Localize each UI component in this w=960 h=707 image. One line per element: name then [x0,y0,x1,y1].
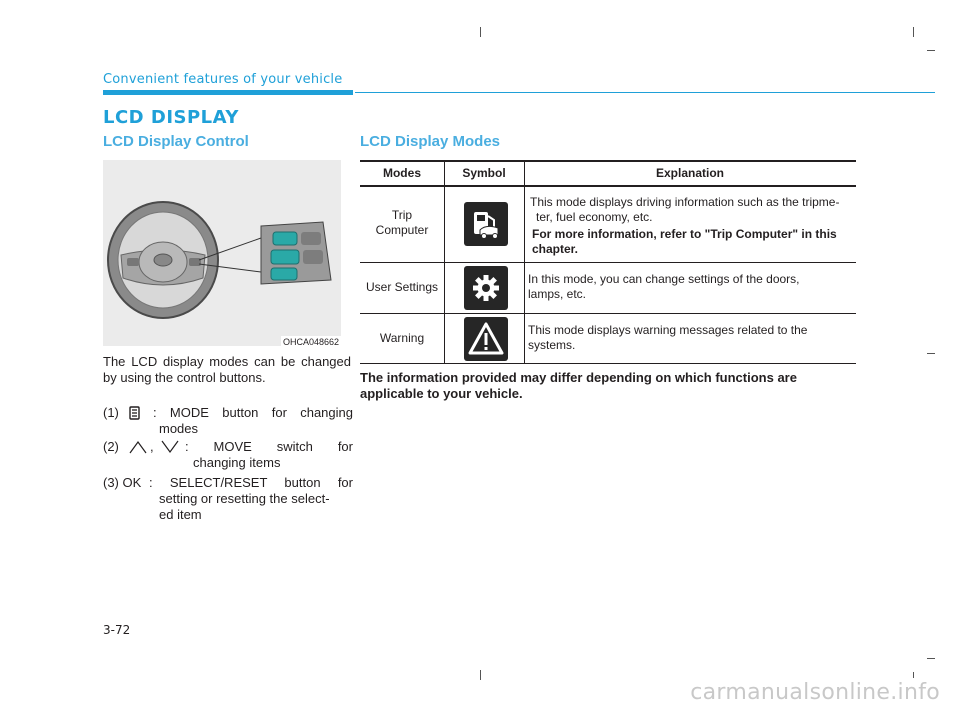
item-text: ed item [159,507,202,522]
column-header-explanation: Explanation [655,166,724,180]
modes-table [360,160,856,364]
header-rule-thin [355,92,935,93]
item-text: : MODE button for changing [153,405,353,420]
section-header: Convenient features of your vehicle [103,72,343,87]
explanation-text: lamps, etc. [528,287,587,301]
steering-wheel-illustration [103,160,341,346]
crop-mark [480,670,481,680]
explanation-cell [528,272,856,302]
crop-mark [927,353,935,354]
explanation-text: This mode displays warning messages related to the [528,323,808,337]
table-row-divider [360,363,856,364]
crop-mark [927,50,935,51]
page-title: LCD DISPLAY [103,107,239,128]
crop-mark [927,658,935,659]
crop-mark [480,27,481,37]
item-number: (2) [103,439,119,454]
list-item-ok [103,475,353,523]
item-text: : MOVE switch for [185,439,353,454]
item-text: modes [159,421,199,436]
gear-icon [464,266,508,310]
mode-name: Computer [375,223,429,237]
mode-button-icon [129,406,141,424]
table-row [360,208,444,238]
explanation-bold: chapter. [532,242,579,256]
mode-name: Warning [379,331,425,345]
explanation-text: This mode displays driving information such as the tripme- [530,195,840,209]
column-header-modes: Modes [382,166,421,180]
trip-computer-icon [464,202,508,246]
item-separator: , [150,439,154,454]
mode-name: Trip [391,208,413,222]
item-number: (1) [103,405,119,420]
mode-name: User Settings [365,280,439,294]
list-item-move [103,439,353,471]
explanation-text: systems. [528,338,576,352]
control-intro: The LCD display modes can be changed by using the control buttons. [103,354,351,385]
note-text: The information provided may differ depending on which functions are [360,370,797,385]
explanation-text: In this mode, you can change settings of the doors, [528,272,800,286]
modes-subtitle: LCD Display Modes [360,133,501,150]
watermark: carmanualsonline.info [690,680,940,705]
steering-wheel-figure [103,160,341,346]
item-text: changing items [193,455,281,470]
down-chevron-icon [161,440,179,458]
table-row-divider [360,262,856,263]
explanation-bold: For more information, refer to "Trip Computer" in this [532,227,837,241]
availability-note [360,370,860,402]
item-text: : SELECT/RESET button for [149,475,353,490]
crop-mark [913,27,914,37]
page-number: 3-72 [103,623,131,637]
explanation-cell [530,195,856,257]
warning-triangle-icon [464,317,508,361]
header-rule [103,90,353,95]
table-header [360,160,856,187]
figure-code: OHCA048662 [282,337,339,347]
explanation-cell [528,323,856,353]
note-text: applicable to your vehicle. [360,386,523,401]
crop-mark [913,672,914,678]
explanation-text: ter, fuel economy, etc. [536,210,653,224]
control-subtitle: LCD Display Control [103,133,249,150]
item-text: setting or resetting the select- [159,491,330,506]
list-item-mode [103,405,353,437]
item-number: (3) OK [103,475,142,490]
up-chevron-icon [129,440,147,458]
column-header-symbol: Symbol [462,166,506,180]
table-row-divider [360,313,856,314]
